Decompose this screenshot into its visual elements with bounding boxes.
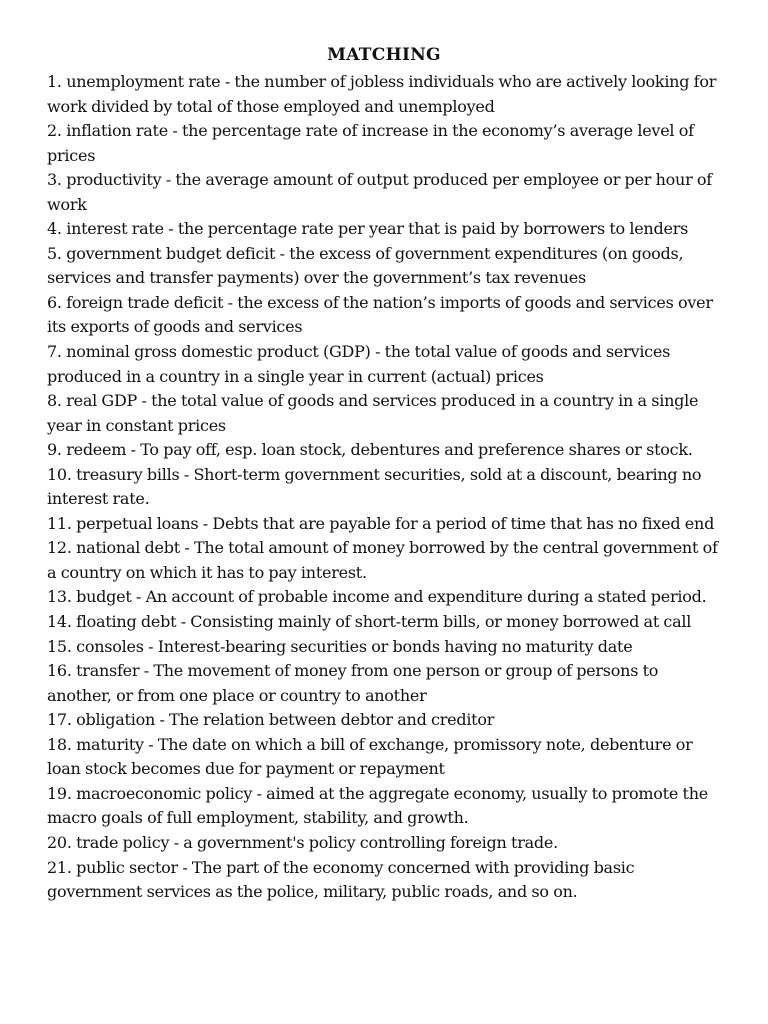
definition-entry: 14. floating debt - Consisting mainly of short-term bills, or money borrowed at call [47, 612, 692, 632]
definition-entry: 19. macroeconomic policy - aimed at the aggregate economy, usually to promote the macro goals of full employment, stability, and growth. [47, 783, 708, 828]
definition-entry: 16. transfer - The movement of money from one person or group of persons to another, or from one place or country to another [47, 661, 659, 705]
definition-entry: 11. perpetual loans - Debts that are payable for a period of time that has no fixed end [47, 513, 715, 533]
definition-entry: 6. foreign trade deficit - the excess of the nation’s imports of goods and services over its exports of goods and services [47, 292, 713, 337]
definition-entry: 15. consoles - Interest-bearing securities or bonds having no maturity date [47, 636, 633, 656]
definition-entry: 7. nominal gross domestic product (GDP) - the total value of goods and services produced in a country in a single year in current (actual) prices [47, 342, 671, 386]
definitions-list [47, 70, 727, 905]
definition-entry: 10. treasury bills - Short-term government securities, sold at a discount, bearing no interest rate. [47, 464, 702, 509]
definition-entry: 21. public sector - The part of the economy concerned with providing basic government services as the police, military, public roads, and so on. [47, 857, 635, 902]
definition-entry: 2. inflation rate - the percentage rate of increase in the economy’s average level of prices [47, 121, 694, 165]
page-title: MATCHING [327, 45, 441, 65]
definition-entry: 8. real GDP - the total value of goods and services produced in a country in a single year in constant prices [47, 391, 699, 435]
definition-entry: 18. maturity - The date on which a bill of exchange, promissory note, debenture or loan stock becomes due for payment or repayment [47, 734, 693, 779]
definition-entry: 1. unemployment rate - the number of jobless individuals who are actively looking for work divided by total of those employed and unemployed [47, 72, 717, 116]
definition-entry: 4. interest rate - the percentage rate per year that is paid by borrowers to lenders [47, 219, 689, 239]
definition-entry: 3. productivity - the average amount of output produced per employee or per hour of work [47, 170, 712, 214]
definition-entry: 9. redeem - To pay off, esp. loan stock, debentures and preference shares or stock. [47, 440, 693, 460]
definition-entry: 13. budget - An account of probable income and expenditure during a stated period. [47, 587, 707, 607]
definition-entry: 12. national debt - The total amount of money borrowed by the central government of a country on which it has to pay interest. [47, 538, 718, 582]
definition-entry: 20. trade policy - a government's policy controlling foreign trade. [47, 832, 558, 852]
definition-entry: 17. obligation - The relation between debtor and creditor [47, 710, 495, 730]
definition-entry: 5. government budget deficit - the excess of government expenditures (on goods, services and transfer payments) over the government’s tax revenues [47, 243, 684, 288]
